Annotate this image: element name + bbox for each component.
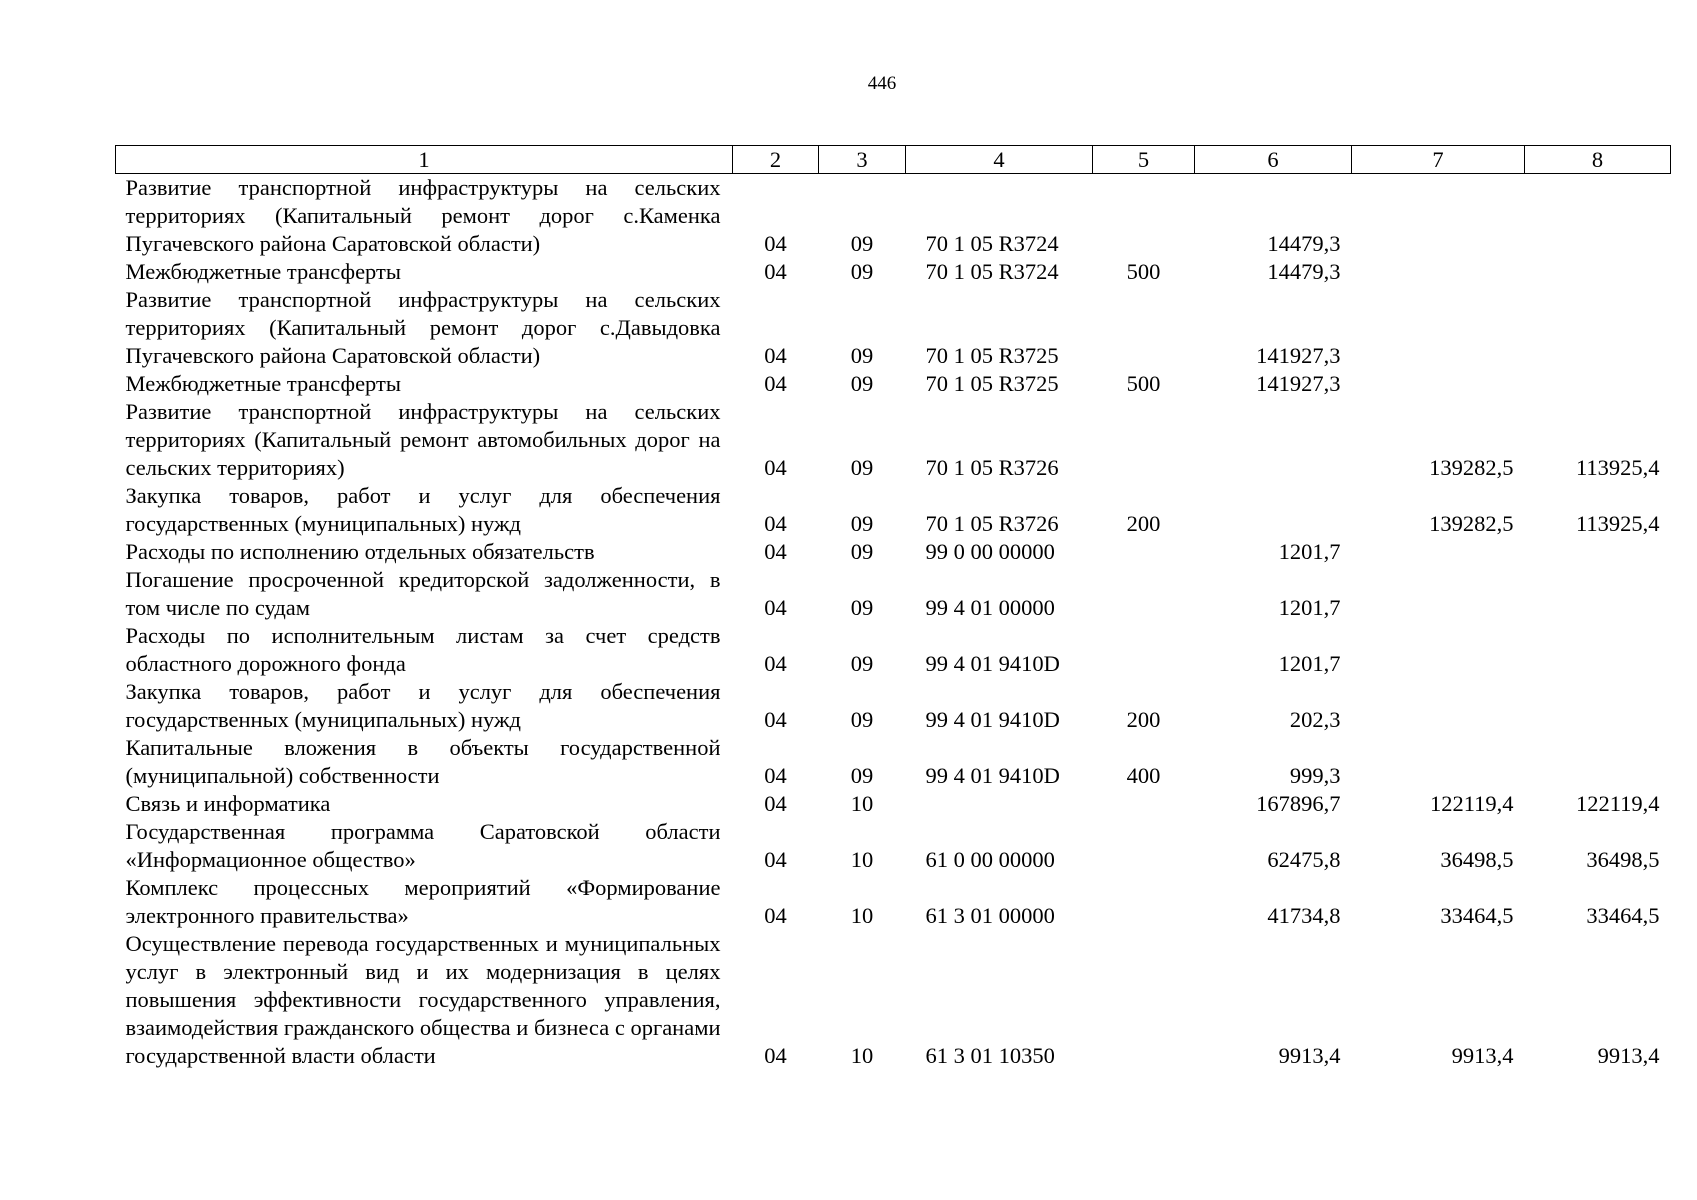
- row-amount-col7: 36498,5: [1440, 847, 1514, 872]
- row-description: Осуществление перевода государственных и муниципальных услуг в электронный вид и их модернизация в целях повышения эффективности государственного управления, взаимодействия гражданского общества и бизнеса с органами государственной власти области: [125, 931, 721, 1068]
- row-amount-col8: 122119,4: [1575, 791, 1660, 816]
- row-amount-col6: [1195, 482, 1352, 538]
- row-amount-col8: [1525, 566, 1671, 622]
- row-amount-col7: [1352, 258, 1525, 286]
- row-expense-type: 200: [1126, 511, 1161, 536]
- row-section-code: 04: [764, 231, 787, 256]
- row-subsection-code: 09: [850, 539, 874, 564]
- row-target-article: 99 4 01 9410D: [925, 707, 1060, 732]
- row-description: Межбюджетные трансферты: [125, 259, 401, 284]
- row-subsection-code: 09: [850, 343, 874, 368]
- page-number: 446: [867, 73, 897, 94]
- row-description: Расходы по исполнению отдельных обязательств: [125, 539, 595, 564]
- row-amount-col6: 62475,8: [1267, 847, 1341, 872]
- row-section-code: 04: [764, 595, 787, 620]
- table-body: [116, 174, 1671, 1071]
- column-header: 5: [1093, 146, 1195, 174]
- table-row: [116, 566, 1671, 622]
- row-amount-col8: 9913,4: [1597, 1043, 1660, 1068]
- row-amount-col6: 14479,3: [1267, 259, 1341, 284]
- row-target-article: 70 1 05 R3725: [925, 371, 1059, 396]
- row-subsection-code: 10: [850, 903, 874, 928]
- row-description: Государственная программа Саратовской области «Информационное общество»: [125, 819, 721, 872]
- row-amount-col7: 33464,5: [1440, 903, 1514, 928]
- row-amount-col6: 14479,3: [1267, 231, 1341, 256]
- row-section-code: 04: [764, 847, 787, 872]
- row-subsection-code: 09: [850, 511, 874, 536]
- table-row: [116, 622, 1671, 678]
- row-amount-col8: [1525, 258, 1671, 286]
- table-row: [116, 678, 1671, 734]
- row-expense-type: [1093, 930, 1195, 1070]
- row-section-code: 04: [764, 903, 787, 928]
- row-amount-col7: [1352, 734, 1525, 790]
- row-amount-col7: [1352, 286, 1525, 370]
- row-target-article: 70 1 05 R3726: [925, 511, 1059, 536]
- row-target-article: 61 3 01 10350: [925, 1043, 1055, 1068]
- table-row: [116, 874, 1671, 930]
- row-description: Развитие транспортной инфраструктуры на сельских территориях (Капитальный ремонт дорог с.Каменка Пугачевского района Саратовской области): [125, 175, 721, 256]
- row-amount-col6: 1201,7: [1278, 595, 1341, 620]
- row-amount-col8: [1525, 734, 1671, 790]
- row-section-code: 04: [764, 259, 787, 284]
- row-expense-type: [1093, 818, 1195, 874]
- column-header: 4: [906, 146, 1093, 174]
- row-target-article: 99 0 00 00000: [925, 539, 1055, 564]
- row-expense-type: 400: [1126, 763, 1161, 788]
- row-description: Расходы по исполнительным листам за счет средств областного дорожного фонда: [125, 623, 721, 676]
- row-section-code: 04: [764, 763, 787, 788]
- row-amount-col6: 999,3: [1289, 763, 1341, 788]
- row-expense-type: [1093, 790, 1195, 818]
- row-amount-col8: [1525, 538, 1671, 566]
- row-amount-col6: 141927,3: [1256, 371, 1341, 396]
- row-amount-col6: 167896,7: [1256, 791, 1341, 816]
- row-description: Комплекс процессных мероприятий «Формирование электронного правительства»: [125, 875, 721, 928]
- table-row: [116, 930, 1671, 1070]
- row-expense-type: 200: [1126, 707, 1161, 732]
- row-amount-col6: 1201,7: [1278, 539, 1341, 564]
- row-amount-col6: [1195, 398, 1352, 482]
- row-subsection-code: 09: [850, 651, 874, 676]
- row-expense-type: [1093, 874, 1195, 930]
- row-amount-col7: [1352, 538, 1525, 566]
- header-row: [116, 146, 1671, 174]
- table-row: [116, 790, 1671, 818]
- row-description: Капитальные вложения в объекты государственной (муниципальной) собственности: [125, 735, 721, 788]
- row-subsection-code: 10: [850, 847, 874, 872]
- row-subsection-code: 10: [850, 791, 874, 816]
- row-amount-col7: [1352, 678, 1525, 734]
- row-section-code: 04: [764, 707, 787, 732]
- column-header: 6: [1195, 146, 1352, 174]
- row-section-code: 04: [764, 791, 787, 816]
- row-amount-col8: [1525, 370, 1671, 398]
- column-header: 7: [1352, 146, 1525, 174]
- table-row: [116, 258, 1671, 286]
- row-amount-col7: 139282,5: [1429, 511, 1514, 536]
- row-subsection-code: 09: [850, 231, 874, 256]
- column-header: 2: [733, 146, 819, 174]
- row-amount-col7: [1352, 174, 1525, 259]
- table-header: [116, 146, 1671, 174]
- row-target-article: 70 1 05 R3725: [925, 343, 1059, 368]
- row-section-code: 04: [764, 539, 787, 564]
- table-row: [116, 174, 1671, 259]
- table-row: [116, 370, 1671, 398]
- row-target-article: [906, 790, 1093, 818]
- row-subsection-code: 09: [850, 595, 874, 620]
- row-expense-type: [1093, 566, 1195, 622]
- budget-table: [115, 145, 1671, 1070]
- row-section-code: 04: [764, 371, 787, 396]
- row-target-article: 61 3 01 00000: [925, 903, 1055, 928]
- row-amount-col6: 1201,7: [1278, 651, 1341, 676]
- row-expense-type: [1093, 286, 1195, 370]
- row-section-code: 04: [764, 1043, 787, 1068]
- row-amount-col8: 113925,4: [1575, 455, 1660, 480]
- row-subsection-code: 09: [850, 259, 874, 284]
- row-amount-col8: [1525, 174, 1671, 259]
- row-section-code: 04: [764, 651, 787, 676]
- row-amount-col8: 113925,4: [1575, 511, 1660, 536]
- row-expense-type: [1093, 398, 1195, 482]
- row-expense-type: [1093, 622, 1195, 678]
- row-expense-type: [1093, 174, 1195, 259]
- row-description: Погашение просроченной кредиторской задолженности, в том числе по судам: [125, 567, 721, 620]
- row-section-code: 04: [764, 455, 787, 480]
- row-amount-col8: 36498,5: [1586, 847, 1660, 872]
- row-subsection-code: 09: [850, 455, 874, 480]
- table-row: [116, 538, 1671, 566]
- row-target-article: 61 0 00 00000: [925, 847, 1055, 872]
- row-target-article: 99 4 01 9410D: [925, 763, 1060, 788]
- row-description: Связь и информатика: [125, 791, 331, 816]
- row-subsection-code: 10: [850, 1043, 874, 1068]
- row-expense-type: 500: [1126, 371, 1161, 396]
- row-amount-col7: [1352, 622, 1525, 678]
- table-row: [116, 286, 1671, 370]
- row-amount-col8: [1525, 286, 1671, 370]
- row-target-article: 70 1 05 R3724: [925, 259, 1059, 284]
- row-target-article: 99 4 01 00000: [925, 595, 1055, 620]
- table-row: [116, 482, 1671, 538]
- row-description: Закупка товаров, работ и услуг для обеспечения государственных (муниципальных) нужд: [125, 483, 721, 536]
- row-section-code: 04: [764, 511, 787, 536]
- row-amount-col7: [1352, 566, 1525, 622]
- row-expense-type: 500: [1126, 259, 1161, 284]
- column-header: 1: [116, 146, 733, 174]
- row-description: Межбюджетные трансферты: [125, 371, 401, 396]
- row-amount-col6: 202,3: [1289, 707, 1341, 732]
- row-description: Развитие транспортной инфраструктуры на сельских территориях (Капитальный ремонт дорог с.Давыдовка Пугачевского района Саратовской области): [125, 287, 721, 368]
- row-amount-col6: 41734,8: [1267, 903, 1341, 928]
- row-amount-col7: [1352, 370, 1525, 398]
- column-header: 3: [819, 146, 906, 174]
- row-subsection-code: 09: [850, 371, 874, 396]
- row-amount-col7: 9913,4: [1451, 1043, 1514, 1068]
- column-header: 8: [1525, 146, 1671, 174]
- table-row: [116, 398, 1671, 482]
- row-amount-col8: [1525, 678, 1671, 734]
- row-description: Закупка товаров, работ и услуг для обеспечения государственных (муниципальных) нужд: [125, 679, 721, 732]
- row-target-article: 70 1 05 R3726: [925, 455, 1059, 480]
- row-section-code: 04: [764, 343, 787, 368]
- row-amount-col6: 9913,4: [1278, 1043, 1341, 1068]
- table-row: [116, 734, 1671, 790]
- row-amount-col7: 139282,5: [1429, 455, 1514, 480]
- row-target-article: 99 4 01 9410D: [925, 651, 1060, 676]
- row-expense-type: [1093, 538, 1195, 566]
- row-target-article: 70 1 05 R3724: [925, 231, 1059, 256]
- row-description: Развитие транспортной инфраструктуры на сельских территориях (Капитальный ремонт автомобильных дорог на сельских территориях): [125, 399, 721, 480]
- row-amount-col8: 33464,5: [1586, 903, 1660, 928]
- table-row: [116, 818, 1671, 874]
- row-amount-col6: 141927,3: [1256, 343, 1341, 368]
- row-subsection-code: 09: [850, 707, 874, 732]
- row-subsection-code: 09: [850, 763, 874, 788]
- row-amount-col7: 122119,4: [1429, 791, 1514, 816]
- row-amount-col8: [1525, 622, 1671, 678]
